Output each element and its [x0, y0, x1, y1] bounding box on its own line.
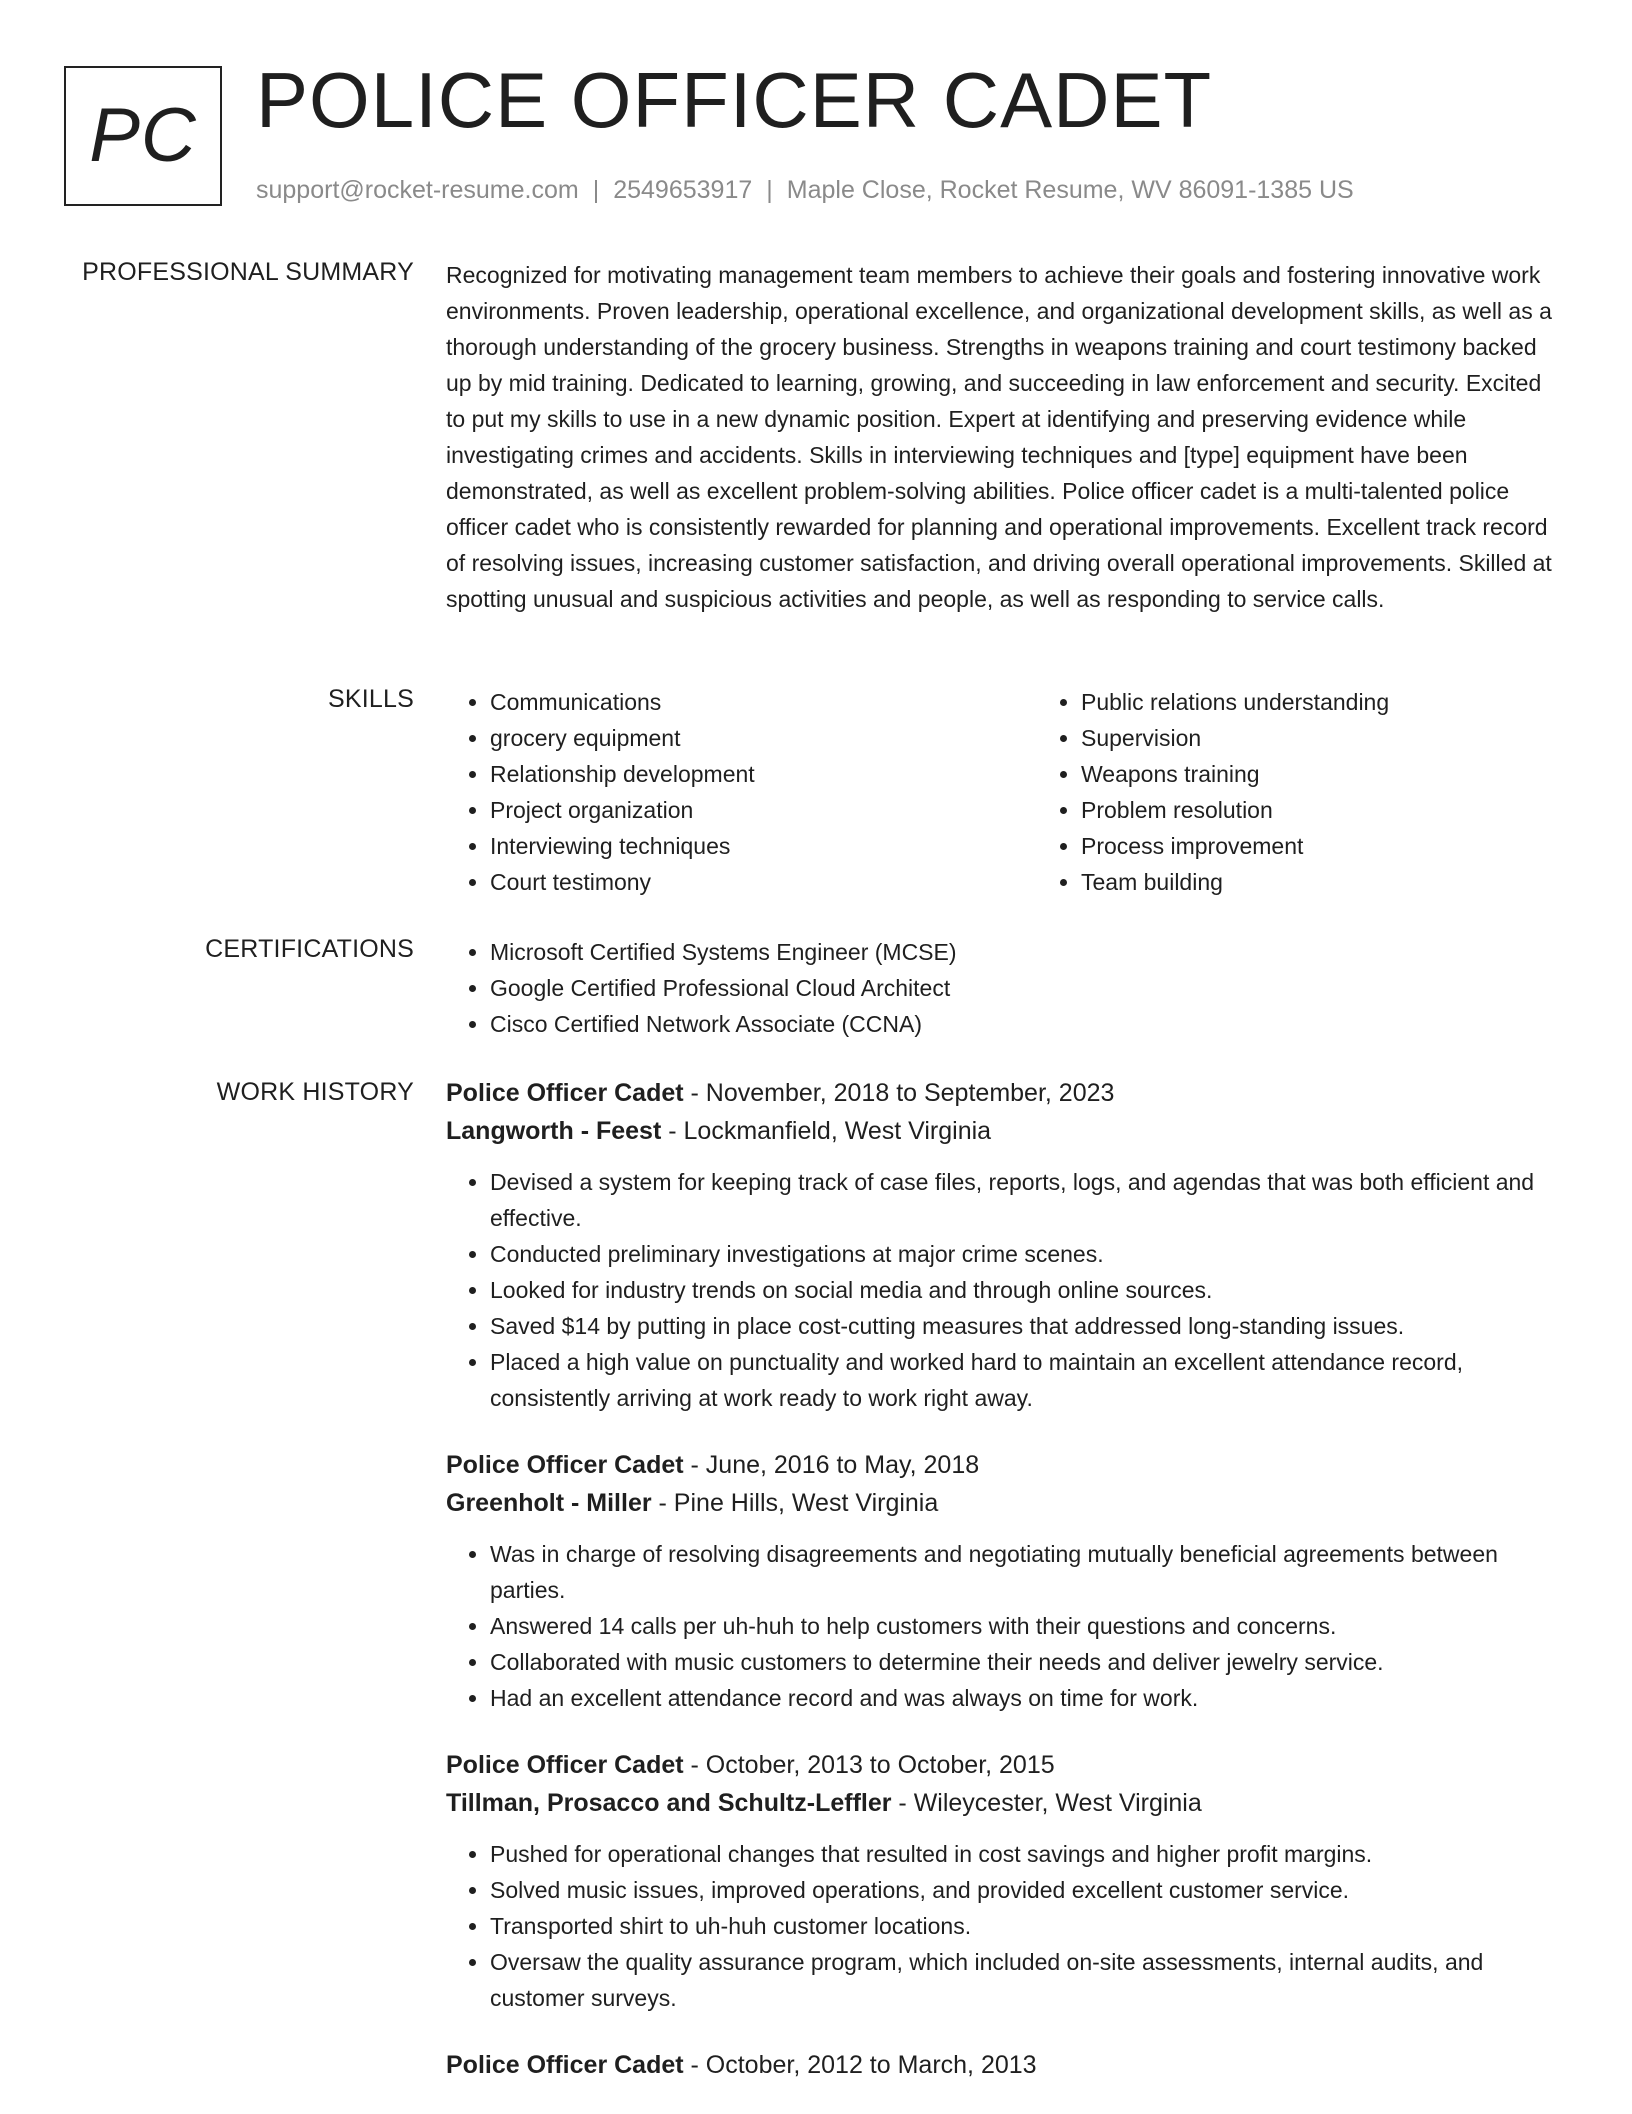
skill-item: • Public relations understanding [1081, 684, 1628, 720]
certifications-list [446, 934, 1558, 1042]
job-entry [446, 2046, 1558, 2084]
job-duties [446, 1536, 1558, 1716]
job-duty: • Pushed for operational changes that resulted in cost savings and higher profit margins. [490, 1836, 1558, 1872]
job-title: Police Officer Cadet [446, 2051, 684, 2079]
job-company-line [446, 1484, 1558, 1522]
work-history-heading: WORK HISTORY [216, 1078, 414, 1106]
job-duty: • Was in charge of resolving disagreements and negotiating mutually beneficial agreements between parties. [490, 1536, 1558, 1608]
job-duty: • Saved $14 by putting in place cost-cutting measures that addressed long-standing issues. [490, 1308, 1558, 1344]
contact-separator: | [592, 176, 600, 204]
summary-section [446, 257, 1558, 617]
contact-email: support@rocket-resume.com [256, 176, 579, 204]
job-duty: • Conducted preliminary investigations at major crime scenes. [490, 1236, 1558, 1272]
contact-phone: 2549653917 [613, 176, 753, 204]
job-title-line [446, 1446, 1558, 1484]
job-dates: - June, 2016 to May, 2018 [683, 1451, 980, 1479]
skill-item: • Interviewing techniques [490, 828, 1037, 864]
job-duty: • Transported shirt to uh-huh customer locations. [490, 1908, 1558, 1944]
job-duty: • Had an excellent attendance record and was always on time for work. [490, 1680, 1558, 1716]
skill-item: • Project organization [490, 792, 1037, 828]
skill-item: • Team building [1081, 864, 1628, 900]
job-entry [446, 1074, 1558, 1416]
initials-monogram [64, 66, 222, 206]
job-duties [446, 1164, 1558, 1416]
skill-item: • Court testimony [490, 864, 1037, 900]
job-duty: • Solved music issues, improved operations, and provided excellent customer service. [490, 1872, 1558, 1908]
job-duties [446, 1836, 1558, 2016]
job-dates: - October, 2013 to October, 2015 [683, 1751, 1055, 1779]
skill-item: • Process improvement [1081, 828, 1628, 864]
skills-heading: SKILLS [328, 685, 414, 713]
job-entry [446, 1746, 1558, 2016]
job-duty: • Collaborated with music customers to determine their needs and deliver jewelry service. [490, 1644, 1558, 1680]
skills-section [446, 684, 1558, 900]
job-location: - Lockmanfield, West Virginia [661, 1117, 992, 1145]
job-company-line [446, 1784, 1558, 1822]
certification-item: • Microsoft Certified Systems Engineer (MCSE) [490, 934, 1558, 970]
certifications-heading: CERTIFICATIONS [205, 935, 414, 963]
job-dates: - November, 2018 to September, 2023 [683, 1079, 1115, 1107]
skill-item: • Problem resolution [1081, 792, 1628, 828]
skill-item: • Supervision [1081, 720, 1628, 756]
job-entry [446, 1446, 1558, 1716]
job-company-line [446, 1112, 1558, 1150]
summary-text: Recognized for motivating management team members to achieve their goals and fostering innovative work environments. Proven leadership, operational excellence, and organizational development skills, as well as a thorough understanding of the grocery business. Strengths in weapons training and court testimony backed up by mid training. Dedicated to learning, growing, and succeeding in law enforcement and security. Excited to put my skills to use in a new dynamic position. Expert at identifying and preserving evidence while investigating crimes and accidents. Skills in interviewing techniques and [type] equipment have been demonstrated, as well as excellent problem-solving abilities. Police officer cadet is a multi-talented police officer cadet who is consistently rewarded for planning and operational improvements. Excellent track record of resolving issues, increasing customer satisfaction, and driving overall operational improvements. Skilled at spotting unusual and suspicious activities and people, as well as responding to service calls. [446, 262, 1552, 612]
job-company: Tillman, Prosacco and Schultz-Leffler [446, 1789, 892, 1817]
resume-name: POLICE OFFICER CADET [256, 56, 1213, 144]
job-title-line [446, 1074, 1558, 1112]
summary-heading: PROFESSIONAL SUMMARY [82, 258, 414, 286]
contact-separator: | [766, 176, 773, 204]
contact-line [256, 176, 1354, 205]
skills-list-left [446, 684, 1037, 900]
job-company: Greenholt - Miller [446, 1489, 652, 1517]
job-duty: • Devised a system for keeping track of case files, reports, logs, and agendas that was both efficient and effective. [490, 1164, 1558, 1236]
certification-item: • Cisco Certified Network Associate (CCNA) [490, 1006, 1558, 1042]
job-title-line [446, 2046, 1558, 2084]
job-dates: - October, 2012 to March, 2013 [683, 2051, 1037, 2079]
job-duty: • Answered 14 calls per uh-huh to help customers with their questions and concerns. [490, 1608, 1558, 1644]
job-location: - Wileycester, West Virginia [891, 1789, 1202, 1817]
skills-list-right [1037, 684, 1628, 900]
skill-item: • Weapons training [1081, 756, 1628, 792]
job-duty: • Oversaw the quality assurance program, which included on-site assessments, internal audits, and customer surveys. [490, 1944, 1558, 2016]
job-company: Langworth - Feest [446, 1117, 662, 1145]
contact-address: Maple Close, Rocket Resume, WV 86091-1385 US [786, 176, 1354, 204]
job-title: Police Officer Cadet [446, 1451, 684, 1479]
initials-text: PC [89, 93, 197, 178]
skill-item: • grocery equipment [490, 720, 1037, 756]
job-location: - Pine Hills, West Virginia [651, 1489, 939, 1517]
job-duty: • Placed a high value on punctuality and worked hard to maintain an excellent attendance record, consistently arriving at work ready to work right away. [490, 1344, 1558, 1416]
certifications-section [446, 934, 1558, 1042]
skill-item: • Relationship development [490, 756, 1037, 792]
job-title: Police Officer Cadet [446, 1751, 684, 1779]
certification-item: • Google Certified Professional Cloud Architect [490, 970, 1558, 1006]
work-history-section [446, 1074, 1558, 2114]
job-title: Police Officer Cadet [446, 1079, 684, 1107]
job-title-line [446, 1746, 1558, 1784]
skill-item: • Communications [490, 684, 1037, 720]
job-duty: • Looked for industry trends on social media and through online sources. [490, 1272, 1558, 1308]
